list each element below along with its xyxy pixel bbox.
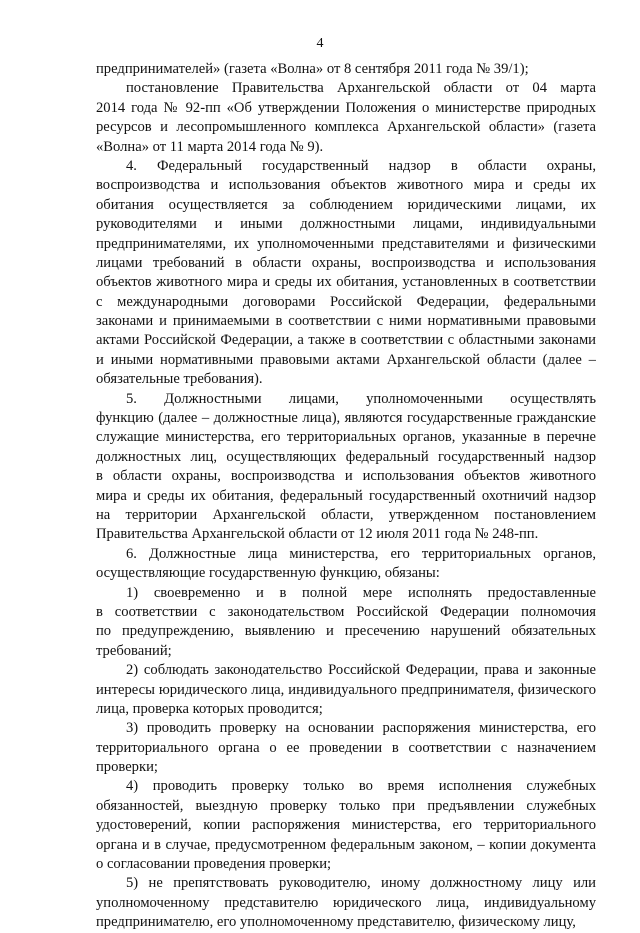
text-line: обязательные требования). [96, 371, 263, 388]
text-line: объектов животного мира и среды их обитания, установленных в соответствии [96, 274, 596, 291]
paragraph [96, 874, 596, 932]
text-line: осуществляющие государственную функцию, обязаны: [96, 565, 440, 582]
text-line: 4) проводить проверку только во время исполнения служебных [126, 778, 596, 795]
text-line: уполномоченному представителю юридического лица, индивидуальному [96, 894, 596, 911]
text-line: требований; [96, 642, 172, 659]
paragraph [96, 60, 596, 79]
text-line: воспроизводства и использования объектов животного мира и среды их [96, 177, 596, 194]
text-line: 5. Должностными лицами, уполномоченными осуществлять [126, 390, 596, 407]
text-line: в соответствии с законодательством Российской Федерации полномочия [96, 603, 596, 620]
text-line: в области охраны, воспроизводства и использования объектов животного [96, 468, 596, 485]
text-line: 5) не препятствовать руководителю, иному должностному лицу или [126, 875, 596, 892]
paragraph [96, 777, 596, 874]
text-line: руководителями и иными должностными лицами, индивидуальными [96, 216, 596, 233]
text-line: с международными договорами Российской Федерации, федеральными [96, 293, 596, 310]
text-line: 3) проводить проверку на основании распоряжения министерства, его [126, 720, 596, 737]
text-line: законами и принимаемыми в соответствии с ними нормативными правовыми [96, 313, 596, 330]
text-line: 6. Должностные лица министерства, его территориальных органов, [126, 545, 596, 562]
text-line: проверки; [96, 759, 158, 776]
text-line: лица, проверка которых проводится; [96, 700, 323, 717]
text-line: 2) соблюдать законодательство Российской Федерации, права и законные [126, 662, 596, 679]
paragraph [96, 584, 596, 662]
text-line: должностных лиц, осуществляющих федеральный государственный надзор [96, 448, 596, 465]
paragraph [96, 157, 596, 390]
text-line: предпринимателей» (газета «Волна» от 8 сентября 2011 года № 39/1); [96, 61, 529, 77]
text-line: на территории Архангельской области, утвержденном постановлением [96, 506, 596, 523]
paragraph [96, 79, 596, 157]
text-line: и иными нормативными правовыми актами Архангельской области (далее – [96, 351, 596, 368]
page-number: 4 [316, 36, 324, 51]
text-line: о согласовании проведения проверки; [96, 856, 332, 873]
text-line: мира и среды их обитания, федеральный государственный охотничий надзор [96, 487, 596, 504]
text-line: по предупреждению, выявлению и пресечению нарушений обязательных [96, 623, 596, 640]
text-line: 1) своевременно и в полной мере исполнять предоставленные [126, 584, 596, 601]
text-line: Правительства Архангельской области от 12 июля 2011 года № 248-пп. [96, 526, 539, 543]
text-line: лицами требований в области охраны, воспроизводства и использования [96, 254, 596, 271]
text-line: «Волна» от 11 марта 2014 года № 9). [96, 138, 324, 155]
paragraph [96, 719, 596, 777]
paragraph [96, 545, 596, 584]
document-body [96, 60, 596, 933]
text-line: служащие министерства, его территориальных органов, указанные в перечне [96, 429, 596, 446]
text-line: обитания осуществляется за соблюдением юридическими лицами, их [96, 196, 596, 213]
text-line: органа и в случае, предусмотренном федеральным законом, – копии документа [96, 836, 596, 853]
text-line: постановление Правительства Архангельской области от 04 марта [126, 80, 596, 97]
text-line: территориального органа о ее проведении в соответствии с назначением [96, 739, 596, 756]
text-line: 2014 года № 92-пп «Об утверждении Положения о министерстве природных [96, 99, 596, 116]
text-line: функцию (далее – должностные лица), являются государственные гражданские [96, 410, 596, 427]
paragraph [96, 661, 596, 719]
text-line: актами Российской Федерации, а также в соответствии с областными законами [96, 332, 596, 349]
paragraph [96, 390, 596, 545]
text-line: предпринимателями, их уполномоченными представителями и физическими [96, 235, 596, 252]
text-line: удостоверений, копии распоряжения министерства, его территориального [96, 817, 596, 834]
text-line: ресурсов и лесопромышленного комплекса Архангельской области» (газета [96, 119, 596, 136]
text-line: предпринимателю, его уполномоченному представителю, физическому лицу, [96, 914, 576, 931]
text-line: интересы юридического лица, индивидуального предпринимателя, физического [96, 681, 596, 698]
text-line: 4. Федеральный государственный надзор в области охраны, [126, 157, 596, 174]
text-line: обязанностей, выездную проверку только при предъявлении служебных [96, 797, 596, 814]
